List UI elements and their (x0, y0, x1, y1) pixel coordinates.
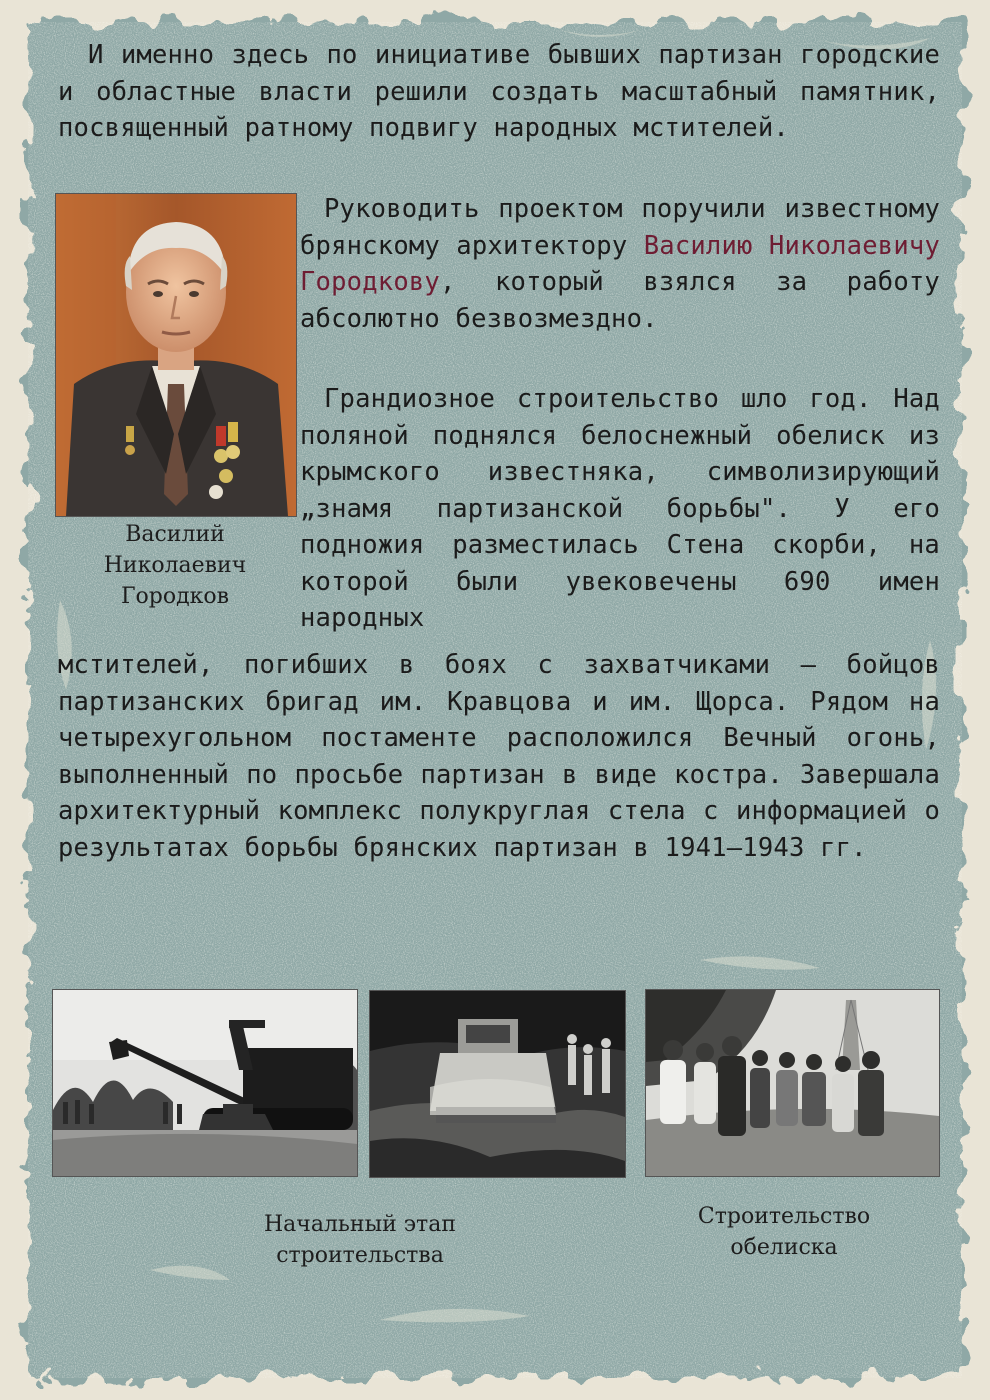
construction-paragraph-continuation-text: мстителей, погибших в боях с захватчиками – бойцов партизанских бригад им. Кравцова и им. Щорса. Рядом на четырехугольном постаменте расположился Вечный огонь, выполненный по просьбе партизан в виде костра. Завершала архитектурный комплекс полукруглая стела с информацией о результатах борьбы брянских партизан в 1941–1943 гг. (58, 650, 940, 863)
portrait-caption-line: Городков (120, 584, 230, 609)
portrait-caption-line: Николаевич (103, 553, 247, 578)
construction-paragraph-continuation (58, 647, 940, 866)
architect-paragraph (300, 191, 940, 337)
excavator-image (53, 990, 357, 1176)
bulldozer-image (370, 991, 625, 1177)
caption-initial-stage (230, 1209, 490, 1271)
caption-obelisk-line: Строительство (697, 1204, 871, 1229)
photo-excavator (52, 989, 358, 1177)
portrait-image (56, 194, 296, 516)
intro-paragraph-text: И именно здесь по инициативе бывших партизан городские и областные власти решили создать масштабный памятник, посвященный ратному подвигу народных мстителей. (58, 40, 940, 143)
caption-initial-stage-line: строительства (276, 1243, 444, 1268)
architect-paragraph-text (300, 191, 940, 337)
portrait-photo (55, 193, 297, 517)
portrait-caption (55, 519, 295, 612)
architect-name-highlight: Василию Николаевичу Городкову (300, 230, 940, 297)
caption-obelisk (654, 1201, 914, 1263)
portrait-caption-line: Василий (125, 522, 225, 547)
caption-initial-stage-line: Начальный этап (263, 1212, 457, 1237)
photo-obelisk-site (645, 989, 940, 1177)
caption-obelisk-line: обелиска (730, 1235, 838, 1260)
architect-text-after: , который взялся за работу абсолютно безвозмездно. (300, 267, 940, 334)
intro-paragraph (58, 37, 940, 147)
photo-bulldozer (369, 990, 626, 1178)
construction-paragraph (300, 381, 940, 637)
obelisk-site-image (646, 990, 939, 1176)
architect-text-before: Руководить проектом поручили известному брянскому архитектору (300, 194, 940, 261)
construction-paragraph-text: Грандиозное строительство шло год. Над поляной поднялся белоснежный обелиск из крымского известняка, символизирующий „знамя партизанской борьбы". У его подножия разместилась Стена скорби, на которой были увековечены 690 имен народных (300, 384, 940, 633)
